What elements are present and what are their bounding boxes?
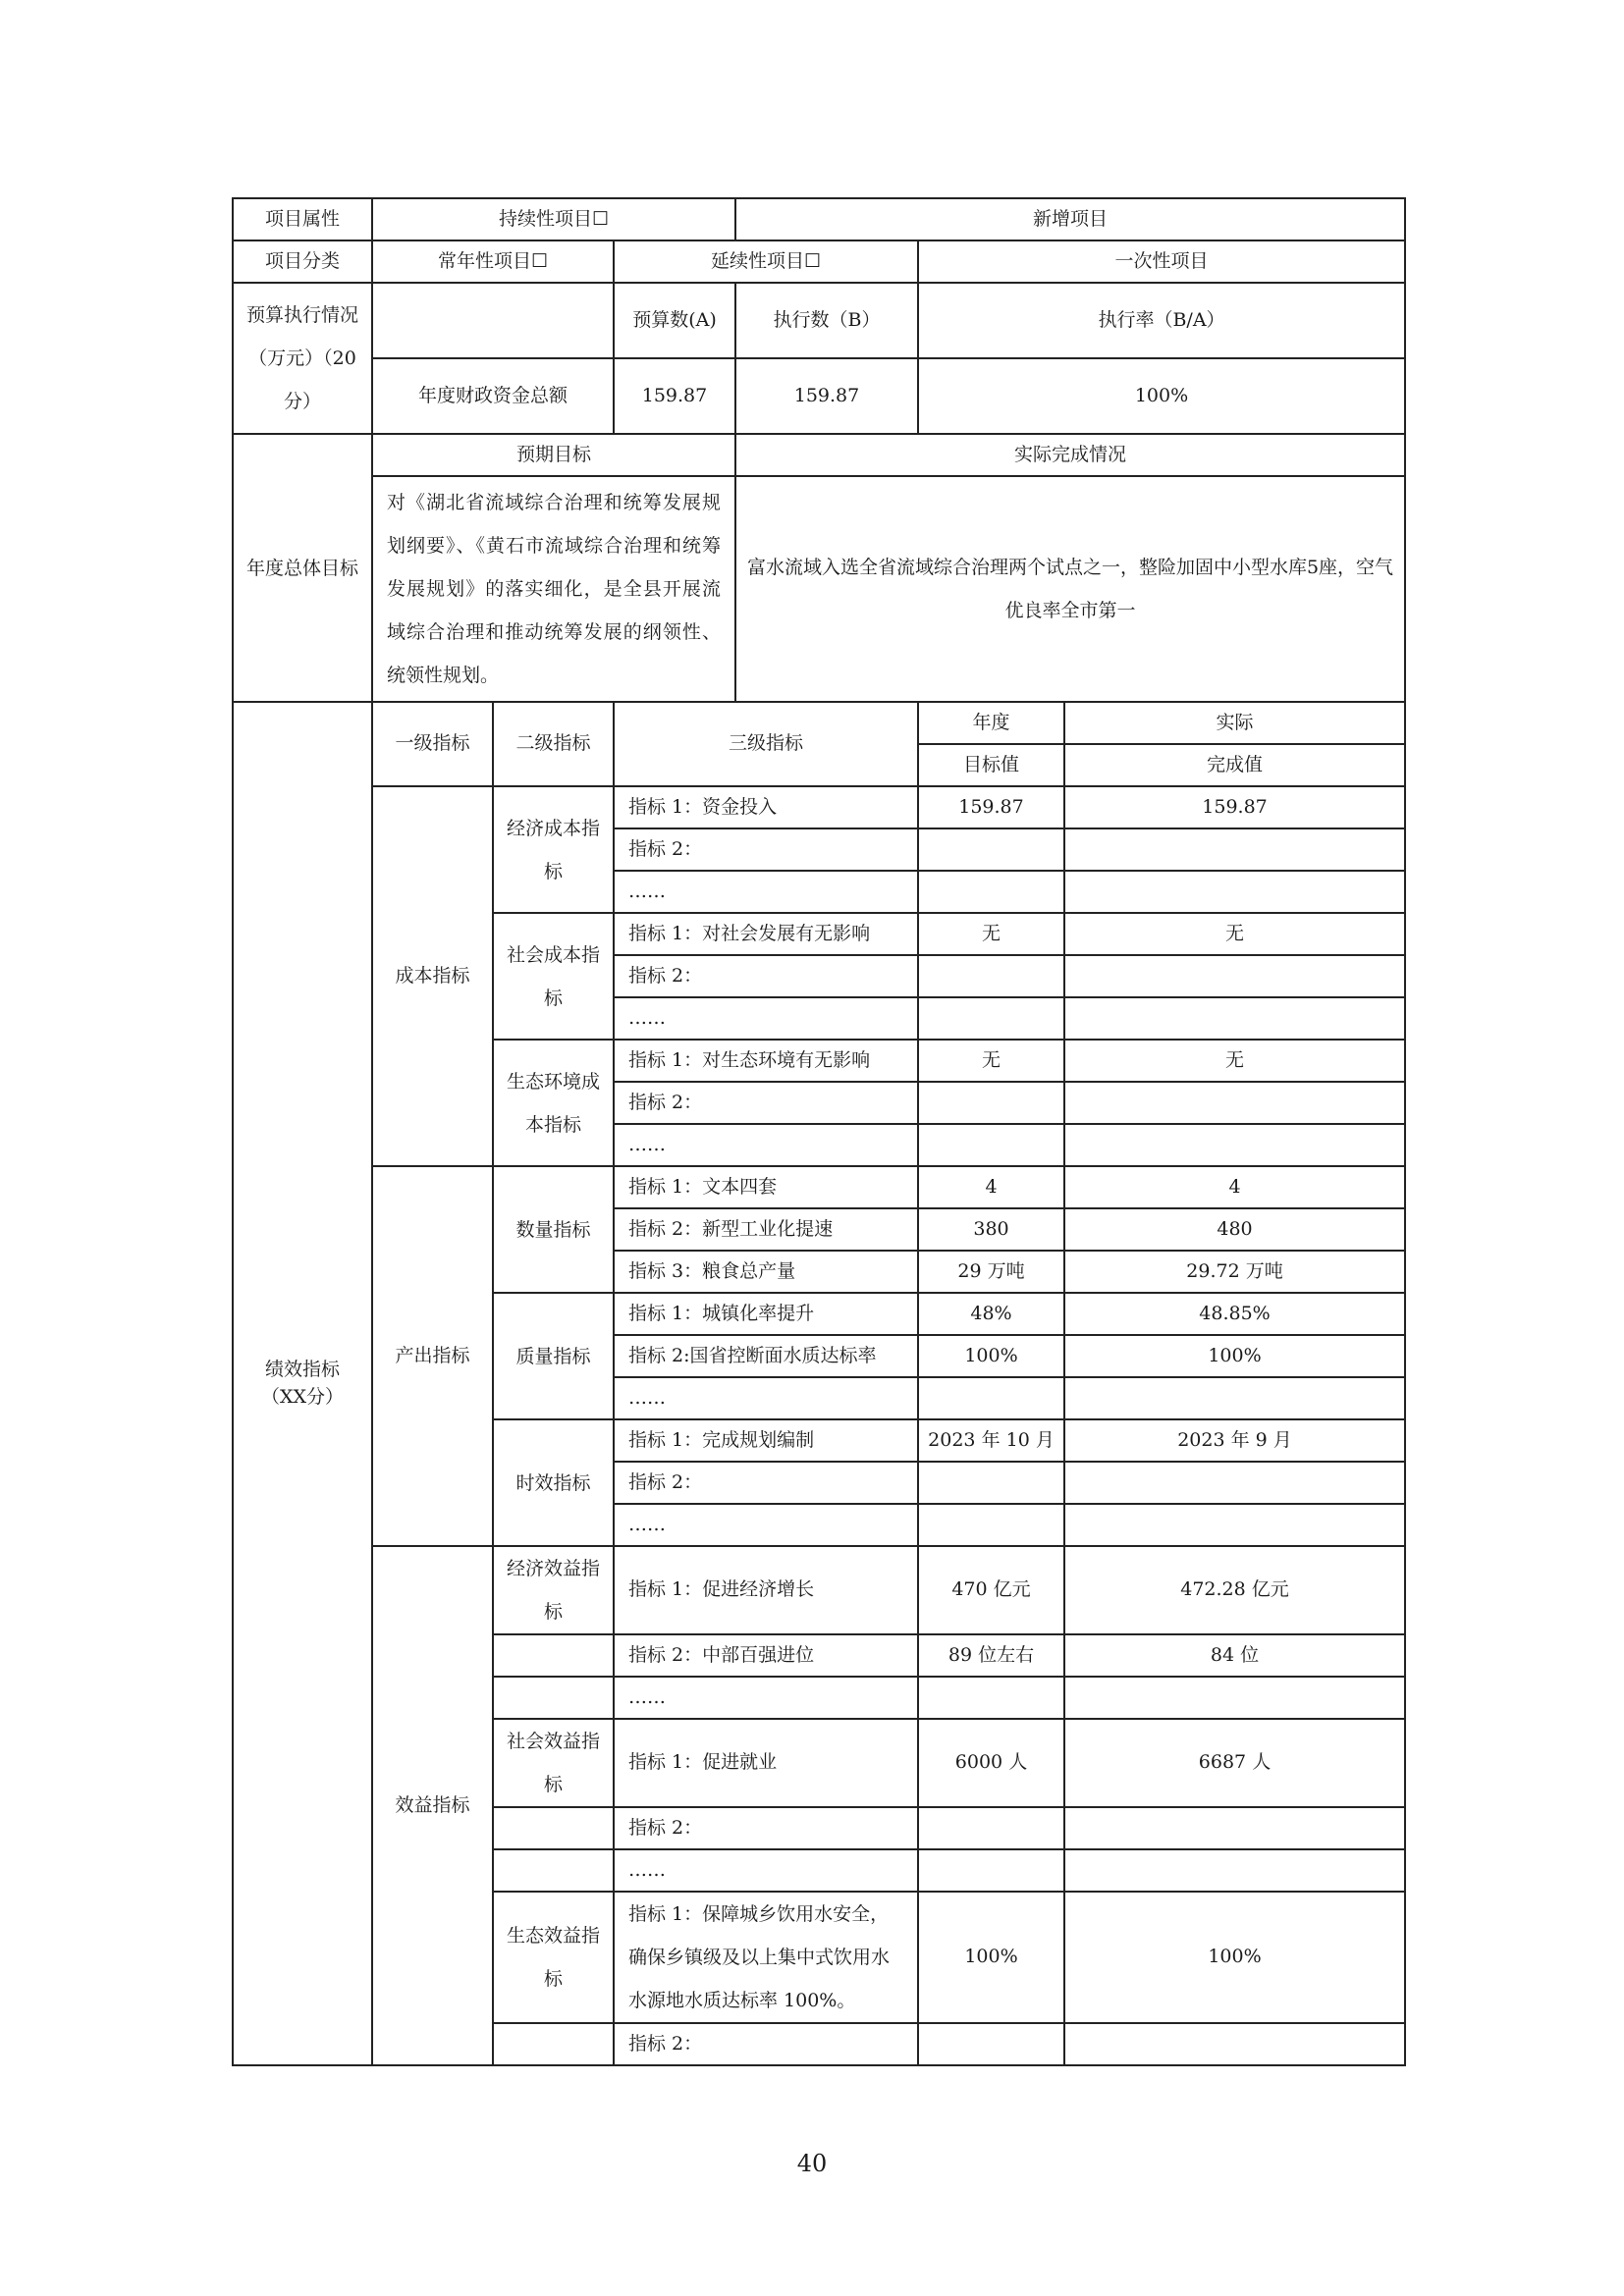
actual-value: 472.28 亿元 bbox=[1064, 1546, 1405, 1634]
budget-empty-cell bbox=[372, 283, 614, 358]
target-value bbox=[918, 1377, 1064, 1419]
budget-label: 预算执行情况（万元）（20分） bbox=[233, 283, 372, 434]
h-actual-top: 实际 bbox=[1064, 702, 1405, 744]
goal-actual-header: 实际完成情况 bbox=[735, 434, 1405, 476]
row-budget-values bbox=[233, 358, 1405, 434]
level2-empty bbox=[493, 2023, 614, 2065]
benefit-social-label: 社会效益指标 bbox=[493, 1719, 614, 1807]
indicator-text: …… bbox=[614, 1677, 918, 1719]
actual-value bbox=[1064, 2023, 1405, 2065]
goal-label: 年度总体目标 bbox=[233, 434, 372, 702]
target-value: 无 bbox=[918, 913, 1064, 955]
target-value: 6000 人 bbox=[918, 1719, 1064, 1807]
table-row bbox=[233, 786, 1405, 828]
output-quality-label: 质量指标 bbox=[493, 1293, 614, 1419]
actual-value bbox=[1064, 1677, 1405, 1719]
budget-col-rate: 执行率（B/A） bbox=[918, 283, 1405, 358]
indicator-text: 指标 1：促进经济增长 bbox=[614, 1546, 918, 1634]
output-time-label: 时效指标 bbox=[493, 1419, 614, 1546]
attr-label: 项目属性 bbox=[233, 198, 372, 240]
benefit-label: 效益指标 bbox=[372, 1546, 493, 2065]
target-value: 380 bbox=[918, 1208, 1064, 1251]
indicator-text: 指标 2：中部百强进位 bbox=[614, 1634, 918, 1677]
row-project-attribute bbox=[233, 198, 1405, 240]
goal-expected-header: 预期目标 bbox=[372, 434, 735, 476]
row-perf-header-1 bbox=[233, 702, 1405, 744]
cost-econ-label: 经济成本指标 bbox=[493, 786, 614, 913]
category-onetime: 一次性项目 bbox=[918, 240, 1405, 283]
row-project-category bbox=[233, 240, 1405, 283]
h-actual-bottom: 完成值 bbox=[1064, 744, 1405, 786]
actual-value: 29.72 万吨 bbox=[1064, 1251, 1405, 1293]
actual-value bbox=[1064, 955, 1405, 997]
indicator-text: 指标 2： bbox=[614, 1082, 918, 1124]
target-value: 100% bbox=[918, 1892, 1064, 2023]
target-value: 470 亿元 bbox=[918, 1546, 1064, 1634]
perf-label-cell bbox=[233, 702, 372, 2065]
level2-empty bbox=[493, 1634, 614, 1677]
budget-col-budget: 预算数(A) bbox=[614, 283, 735, 358]
h-target-top: 年度 bbox=[918, 702, 1064, 744]
indicator-text: 指标 1：对生态环境有无影响 bbox=[614, 1040, 918, 1082]
benefit-eco-label: 生态效益指标 bbox=[493, 1892, 614, 2023]
target-value bbox=[918, 1124, 1064, 1166]
output-label: 产出指标 bbox=[372, 1166, 493, 1546]
page-number: 40 bbox=[796, 2150, 828, 2177]
target-value bbox=[918, 1807, 1064, 1849]
h-target-bottom: 目标值 bbox=[918, 744, 1064, 786]
target-value bbox=[918, 997, 1064, 1040]
table-row bbox=[233, 1166, 1405, 1208]
target-value bbox=[918, 2023, 1064, 2065]
actual-value: 无 bbox=[1064, 913, 1405, 955]
target-value bbox=[918, 1082, 1064, 1124]
actual-value bbox=[1064, 997, 1405, 1040]
indicator-text: …… bbox=[614, 1849, 918, 1892]
row-budget-header bbox=[233, 283, 1405, 358]
output-qty-label: 数量指标 bbox=[493, 1166, 614, 1293]
target-value bbox=[918, 1462, 1064, 1504]
target-value: 48% bbox=[918, 1293, 1064, 1335]
indicator-text: 指标 1：文本四套 bbox=[614, 1166, 918, 1208]
perf-score: （XX分） bbox=[260, 1385, 345, 1408]
indicator-text: 指标 2： bbox=[614, 1807, 918, 1849]
target-value bbox=[918, 828, 1064, 871]
indicator-text: 指标 2： bbox=[614, 1462, 918, 1504]
target-value bbox=[918, 1849, 1064, 1892]
level2-empty bbox=[493, 1677, 614, 1719]
benefit-econ-label: 经济效益指标 bbox=[493, 1546, 614, 1634]
budget-row-label: 年度财政资金总额 bbox=[372, 358, 614, 434]
cost-eco-label: 生态环境成本指标 bbox=[493, 1040, 614, 1166]
attr-new: 新增项目 bbox=[735, 198, 1405, 240]
indicator-text: 指标 1：城镇化率提升 bbox=[614, 1293, 918, 1335]
category-recurring: 常年性项目☐ bbox=[372, 240, 614, 283]
actual-value: 84 位 bbox=[1064, 1634, 1405, 1677]
indicator-text: 指标 1：完成规划编制 bbox=[614, 1419, 918, 1462]
indicator-text: 指标 2： bbox=[614, 2023, 918, 2065]
actual-value: 2023 年 9 月 bbox=[1064, 1419, 1405, 1462]
actual-value: 4 bbox=[1064, 1166, 1405, 1208]
indicator-text: …… bbox=[614, 1377, 918, 1419]
actual-value bbox=[1064, 871, 1405, 913]
target-value bbox=[918, 871, 1064, 913]
exec-value: 159.87 bbox=[735, 358, 918, 434]
level2-empty bbox=[493, 1807, 614, 1849]
target-value: 无 bbox=[918, 1040, 1064, 1082]
indicator-text: …… bbox=[614, 1504, 918, 1546]
performance-form-sheet bbox=[232, 197, 1404, 2066]
actual-value bbox=[1064, 1377, 1405, 1419]
h-level1: 一级指标 bbox=[372, 702, 493, 786]
target-value: 4 bbox=[918, 1166, 1064, 1208]
actual-value bbox=[1064, 1124, 1405, 1166]
actual-value bbox=[1064, 1462, 1405, 1504]
perf-label: 绩效指标 bbox=[264, 1358, 340, 1380]
target-value: 29 万吨 bbox=[918, 1251, 1064, 1293]
indicator-text: …… bbox=[614, 1124, 918, 1166]
actual-value bbox=[1064, 1807, 1405, 1849]
actual-value bbox=[1064, 1849, 1405, 1892]
cost-label: 成本指标 bbox=[372, 786, 493, 1166]
performance-form-table bbox=[232, 197, 1406, 2066]
table-row bbox=[233, 1546, 1405, 1634]
actual-value: 480 bbox=[1064, 1208, 1405, 1251]
indicator-text: 指标 2： bbox=[614, 955, 918, 997]
actual-value: 6687 人 bbox=[1064, 1719, 1405, 1807]
indicator-text: …… bbox=[614, 871, 918, 913]
actual-value: 48.85% bbox=[1064, 1293, 1405, 1335]
level2-empty bbox=[493, 1849, 614, 1892]
target-value bbox=[918, 1677, 1064, 1719]
attr-continuous: 持续性项目☐ bbox=[372, 198, 735, 240]
indicator-text: 指标 2:国省控断面水质达标率 bbox=[614, 1335, 918, 1377]
target-value bbox=[918, 1504, 1064, 1546]
h-level3: 三级指标 bbox=[614, 702, 918, 786]
actual-value bbox=[1064, 1082, 1405, 1124]
budget-value: 159.87 bbox=[614, 358, 735, 434]
target-value: 159.87 bbox=[918, 786, 1064, 828]
target-value bbox=[918, 955, 1064, 997]
category-extended: 延续性项目☐ bbox=[614, 240, 918, 283]
indicator-text: 指标 1：促进就业 bbox=[614, 1719, 918, 1807]
category-label: 项目分类 bbox=[233, 240, 372, 283]
row-goal-content bbox=[233, 476, 1405, 702]
row-goal-header bbox=[233, 434, 1405, 476]
indicator-text: 指标 2： bbox=[614, 828, 918, 871]
cost-social-label: 社会成本指标 bbox=[493, 913, 614, 1040]
indicator-text: 指标 3：粮食总产量 bbox=[614, 1251, 918, 1293]
actual-value bbox=[1064, 1504, 1405, 1546]
actual-value bbox=[1064, 828, 1405, 871]
indicator-text: 指标 1：资金投入 bbox=[614, 786, 918, 828]
target-value: 2023 年 10 月 bbox=[918, 1419, 1064, 1462]
goal-actual-text: 富水流域入选全省流域综合治理两个试点之一，整险加固中小型水库5座，空气优良率全市第一 bbox=[735, 476, 1405, 702]
rate-value: 100% bbox=[918, 358, 1405, 434]
indicator-text: 指标 1：保障城乡饮用水安全，确保乡镇级及以上集中式饮用水水源地水质达标率 100%。 bbox=[614, 1892, 918, 2023]
goal-expected-text: 对《湖北省流域综合治理和统筹发展规划纲要》、《黄石市流域综合治理和统筹发展规划》的落实细化，是全县开展流域综合治理和推动统筹发展的纲领性、统领性规划。 bbox=[372, 476, 735, 702]
target-value: 89 位左右 bbox=[918, 1634, 1064, 1677]
indicator-text: 指标 1：对社会发展有无影响 bbox=[614, 913, 918, 955]
actual-value: 159.87 bbox=[1064, 786, 1405, 828]
budget-col-exec: 执行数（B） bbox=[735, 283, 918, 358]
actual-value: 100% bbox=[1064, 1892, 1405, 2023]
indicator-text: 指标 2：新型工业化提速 bbox=[614, 1208, 918, 1251]
target-value: 100% bbox=[918, 1335, 1064, 1377]
h-level2: 二级指标 bbox=[493, 702, 614, 786]
indicator-text: …… bbox=[614, 997, 918, 1040]
actual-value: 100% bbox=[1064, 1335, 1405, 1377]
actual-value: 无 bbox=[1064, 1040, 1405, 1082]
